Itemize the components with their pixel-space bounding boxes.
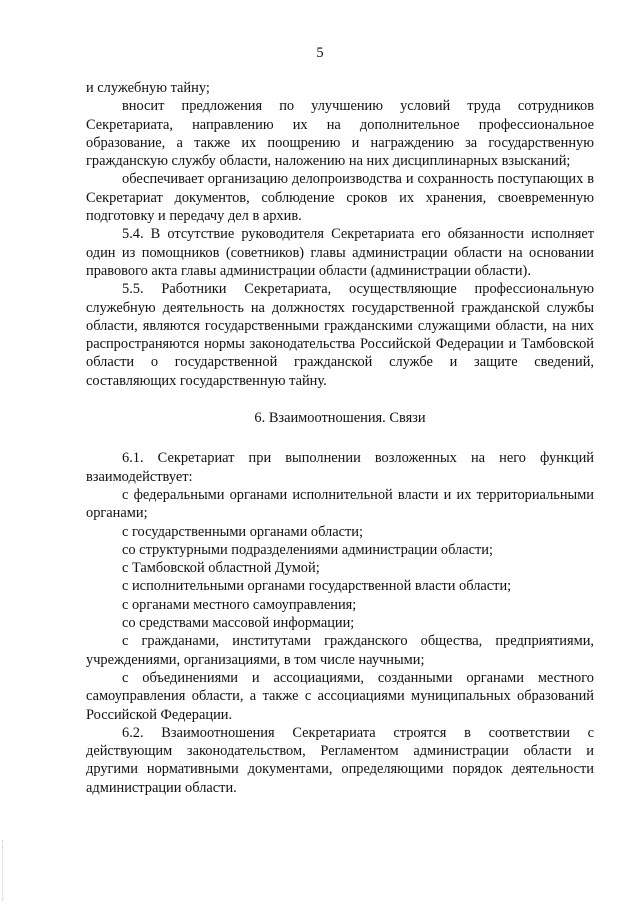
list-item: с исполнительными органами государственной власти области; xyxy=(122,578,512,595)
paragraph: обеспечивает организацию делопроизводства и сохранность поступающих в Секретариат документов, соблюдение сроков их хранения, своевременную подготовку и передачу дел в архив. xyxy=(86,171,594,225)
page-number: 5 xyxy=(316,45,324,61)
list-item: с федеральными органами исполнительной власти и их территориальными органами; xyxy=(86,486,594,522)
list-item: с объединениями и ассоциациями, созданными органами местного самоуправления области, а также с ассоциациями муниципальных образований Российской Федерации. xyxy=(86,669,594,723)
paragraph: 6.2. Взаимоотношения Секретариата строятся в соответствии с действующим законодательством, Регламентом администрации области и другими нормативными документами, определяющими порядок деятельности администрации области. xyxy=(86,724,594,796)
list-item: со средствами массовой информации; xyxy=(122,615,355,632)
list-item: с государственными органами области; xyxy=(122,523,363,540)
list-item: с гражданами, институтами гражданского общества, предприятиями, учреждениями, организациями, в том числе научными; xyxy=(86,633,594,668)
paragraph: 5.5. Работники Секретариата, осуществляющие профессиональную служебную деятельность на должностях государственной гражданской службы области, являются государственными гражданскими служащими области, на них распространяются нормы законодательства Российской Федерации и Тамбовской области о государственной гражданской службе и защите сведений, составляющих государственную тайну. xyxy=(86,281,594,389)
paragraph: и служебную тайну; xyxy=(86,80,210,96)
list-item: со структурными подразделениями администрации области; xyxy=(122,541,493,558)
paragraph: вносит предложения по улучшению условий труда сотрудников Секретариата, направлению их на дополнительное профессиональное образование, а также их поощрению и награждению за государственную гражданскую службу области, наложению на них дисциплинарных взысканий; xyxy=(86,98,594,170)
document-body xyxy=(86,79,594,797)
list-item: с органами местного самоуправления; xyxy=(122,596,357,613)
section-heading: 6. Взаимоотношения. Связи xyxy=(254,410,426,427)
paragraph: 5.4. В отсутствие руководителя Секретариата его обязанности исполняет один из помощников (советников) главы администрации области на основании правового акта главы администрации области (администрации области). xyxy=(86,226,594,279)
list-item: с Тамбовской областной Думой; xyxy=(122,560,320,577)
paragraph: 6.1. Секретариат при выполнении возложенных на него функций взаимодействует: xyxy=(86,450,594,485)
scan-margin-mark xyxy=(2,840,7,900)
